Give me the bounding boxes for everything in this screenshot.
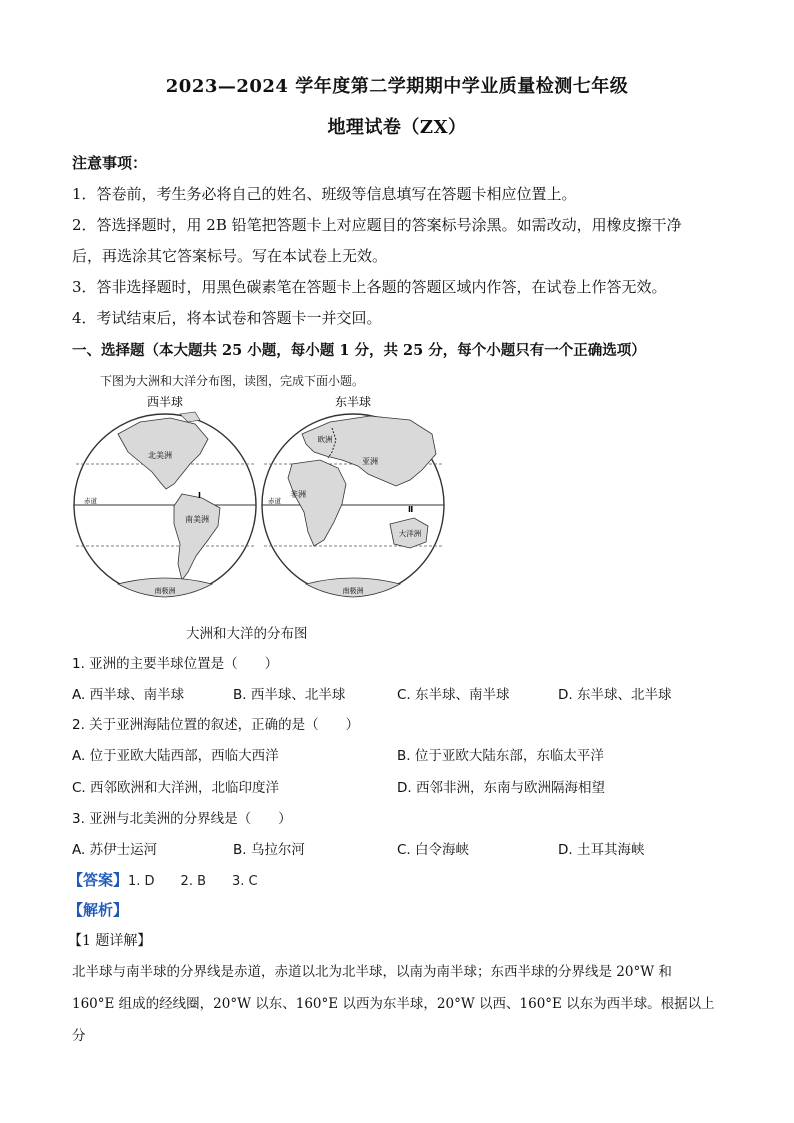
question-1-option-d: D. 东半球、北半球: [558, 687, 672, 703]
western-hemisphere: [74, 394, 256, 597]
analysis-line-2: 160°E 组成的经线圈，20°W 以东、160°E 以西为东半球，20°W 以西、160°E 以东为西半球。根据以上分: [72, 996, 715, 1044]
question-3-option-d: D. 土耳其海峡: [558, 842, 645, 858]
antarctica-west-label: 南极洲: [154, 587, 176, 595]
analysis-line-1: 北半球与南半球的分界线是赤道，赤道以北为北半球，以南为南半球；东西半球的分界线是 20°W 和: [72, 964, 672, 980]
europe-label: 欧洲: [317, 435, 333, 444]
marker-west-label: Ⅰ: [198, 491, 201, 500]
exam-title: 2023—2024 学年度第二学期期中学业质量检测七年级: [165, 76, 629, 97]
question-2-option-d: D. 西邻非洲，东南与欧洲隔海相望: [397, 780, 605, 796]
east-hemisphere-title: 东半球: [334, 395, 372, 409]
marker-east-label: Ⅱ: [408, 505, 414, 514]
section-heading: 一、选择题（本大题共 25 小题，每小题 1 分，共 25 分，每个小题只有一个正确选项）: [72, 342, 646, 359]
map-caption: 大洲和大洋的分布图: [186, 626, 308, 642]
west-hemisphere-title: 西半球: [146, 395, 184, 409]
equator-label-west: 赤道: [84, 497, 97, 505]
question-3-stem: 3. 亚洲与北美洲的分界线是（ ）: [72, 811, 292, 827]
antarctica-east-label: 南极洲: [342, 587, 364, 595]
question-2-option-a: A. 位于亚欧大陆西部，西临大西洋: [72, 748, 279, 764]
question-3-option-a: A. 苏伊士运河: [72, 842, 158, 858]
notice-item-4: 4．考试结束后，将本试卷和答题卡一并交回。: [72, 309, 382, 327]
oceania-label: 大洋洲: [398, 529, 422, 538]
notice-heading: 注意事项：: [72, 154, 148, 172]
section-intro: 下图为大洲和大洋分布图，读图，完成下面小题。: [100, 374, 365, 388]
analysis-label: 【解析】: [68, 901, 129, 919]
analysis-row: [68, 899, 128, 920]
question-3-option-b: B. 乌拉尔河: [233, 842, 305, 858]
question-2-stem: 2. 关于亚洲海陆位置的叙述，正确的是（ ）: [72, 717, 360, 733]
question-2-option-b: B. 位于亚欧大陆东部，东临太平洋: [397, 748, 604, 764]
notice-item-3: 3．答非选择题时，用黑色碳素笔在答题卡上各题的答题区域内作答，在试卷上作答无效。: [72, 278, 667, 296]
world-map-figure: [70, 394, 450, 609]
question-1-option-b: B. 西半球、北半球: [233, 687, 346, 703]
equator-label-east: 赤道: [268, 497, 281, 505]
answer-values: 1. D 2. B 3. C: [128, 874, 258, 889]
question-1-stem: 1. 亚洲的主要半球位置是（ ）: [72, 656, 279, 672]
notice-item-2-cont: 后，再选涂其它答案标号。写在本试卷上无效。: [72, 247, 388, 265]
detail-heading: 【1 题详解】: [68, 933, 152, 949]
north-america-label: 北美洲: [148, 451, 172, 460]
question-1-option-a: A. 西半球、南半球: [72, 687, 185, 703]
answer-label: 【答案】: [68, 871, 129, 889]
question-1-option-c: C. 东半球、南半球: [397, 687, 510, 703]
question-3-option-c: C. 白令海峡: [397, 842, 470, 858]
eastern-hemisphere: [262, 394, 444, 597]
notice-item-1: 1．答卷前，考生务必将自己的姓名、班级等信息填写在答题卡相应位置上。: [72, 185, 577, 203]
analysis-paragraph: [72, 956, 722, 1052]
answer-row: [68, 869, 258, 890]
notice-item-2: 2．答选择题时，用 2B 铅笔把答题卡上对应题目的答案标号涂黑。如需改动，用橡皮擦干净: [72, 216, 682, 234]
africa-label: 非洲: [290, 490, 306, 499]
asia-label: 亚洲: [362, 457, 378, 466]
exam-subtitle: 地理试卷（ZX）: [327, 117, 467, 138]
south-america-label: 南美洲: [185, 515, 209, 524]
question-2-option-c: C. 西邻欧洲和大洋洲，北临印度洋: [72, 780, 280, 796]
